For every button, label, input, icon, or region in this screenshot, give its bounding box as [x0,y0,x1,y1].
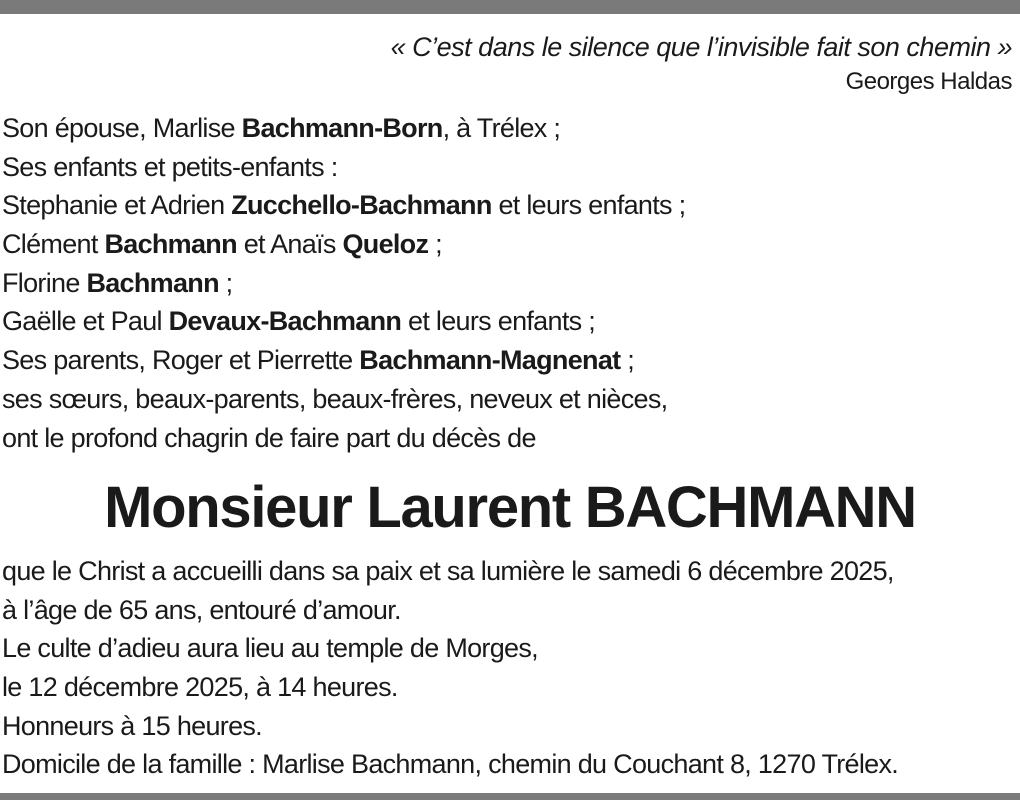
ceremony-details [2,552,898,784]
family-line-children-heading [2,148,685,187]
family-line-spouse [2,109,685,148]
line-text: ont le profond chagrin de faire part du décès de [2,422,536,453]
line-text: ; [620,345,635,376]
line-text: , à Trélex ; [442,113,561,143]
family-line-child [2,302,685,341]
family-line-child [2,225,685,264]
family-name: Bachmann-Born [241,113,443,143]
family-name: Bachmann-Magnenat [359,345,621,376]
family-line-relatives [2,380,685,419]
line-text: Clément [2,229,105,260]
family-line-announcement [2,419,685,458]
line-text: Son épouse, Marlise [2,113,242,143]
line-text: Florine [2,267,87,298]
info-line-age: à l’âge de 65 ans, entouré d’amour. [2,594,401,625]
line-text: ; [218,267,233,298]
info-line-service-location: Le culte d’adieu aura lieu au temple de Morges, [2,633,538,664]
family-line-child [2,264,685,303]
line-text: ; [428,229,442,260]
line-text: et leurs enfants ; [491,190,686,221]
family-name: Zucchello-Bachmann [231,190,492,221]
epigraph-quote: « C’est dans le silence que l’invisible fait son chemin » [390,32,1012,62]
line-text: Ses enfants et petits-enfants : [2,151,338,182]
family-name: Devaux-Bachmann [168,306,402,337]
line-text: ses sœurs, beaux-parents, beaux-frères, neveux et nièces, [2,383,668,414]
info-line-honours: Honneurs à 15 heures. [2,710,262,741]
line-text: Ses parents, Roger et Pierrette [2,345,360,376]
info-line-family-address: Domicile de la famille : Marlise Bachmann, chemin du Couchant 8, 1270 Trélex. [2,749,899,780]
deceased-name: Monsieur Laurent BACHMANN [104,475,916,540]
family-line-parents [2,341,685,380]
top-border-rule [0,0,1020,14]
family-name: Bachmann [86,267,219,298]
line-text: et leurs enfants ; [401,306,596,337]
family-name: Bachmann [104,229,237,260]
epigraph-author: Georges Haldas [845,68,1012,95]
family-name: Queloz [342,229,429,260]
bottom-border-rule [0,793,1020,800]
line-text: Stephanie et Adrien [2,190,232,221]
info-line-passing: que le Christ a accueilli dans sa paix et sa lumière le samedi 6 décembre 2025, [2,556,894,586]
line-text: et Anaïs [236,229,343,260]
info-line-service-date: le 12 décembre 2025, à 14 heures. [2,672,398,703]
family-line-child [2,186,685,225]
family-announcement [2,109,685,457]
line-text: Gaëlle et Paul [2,306,169,337]
